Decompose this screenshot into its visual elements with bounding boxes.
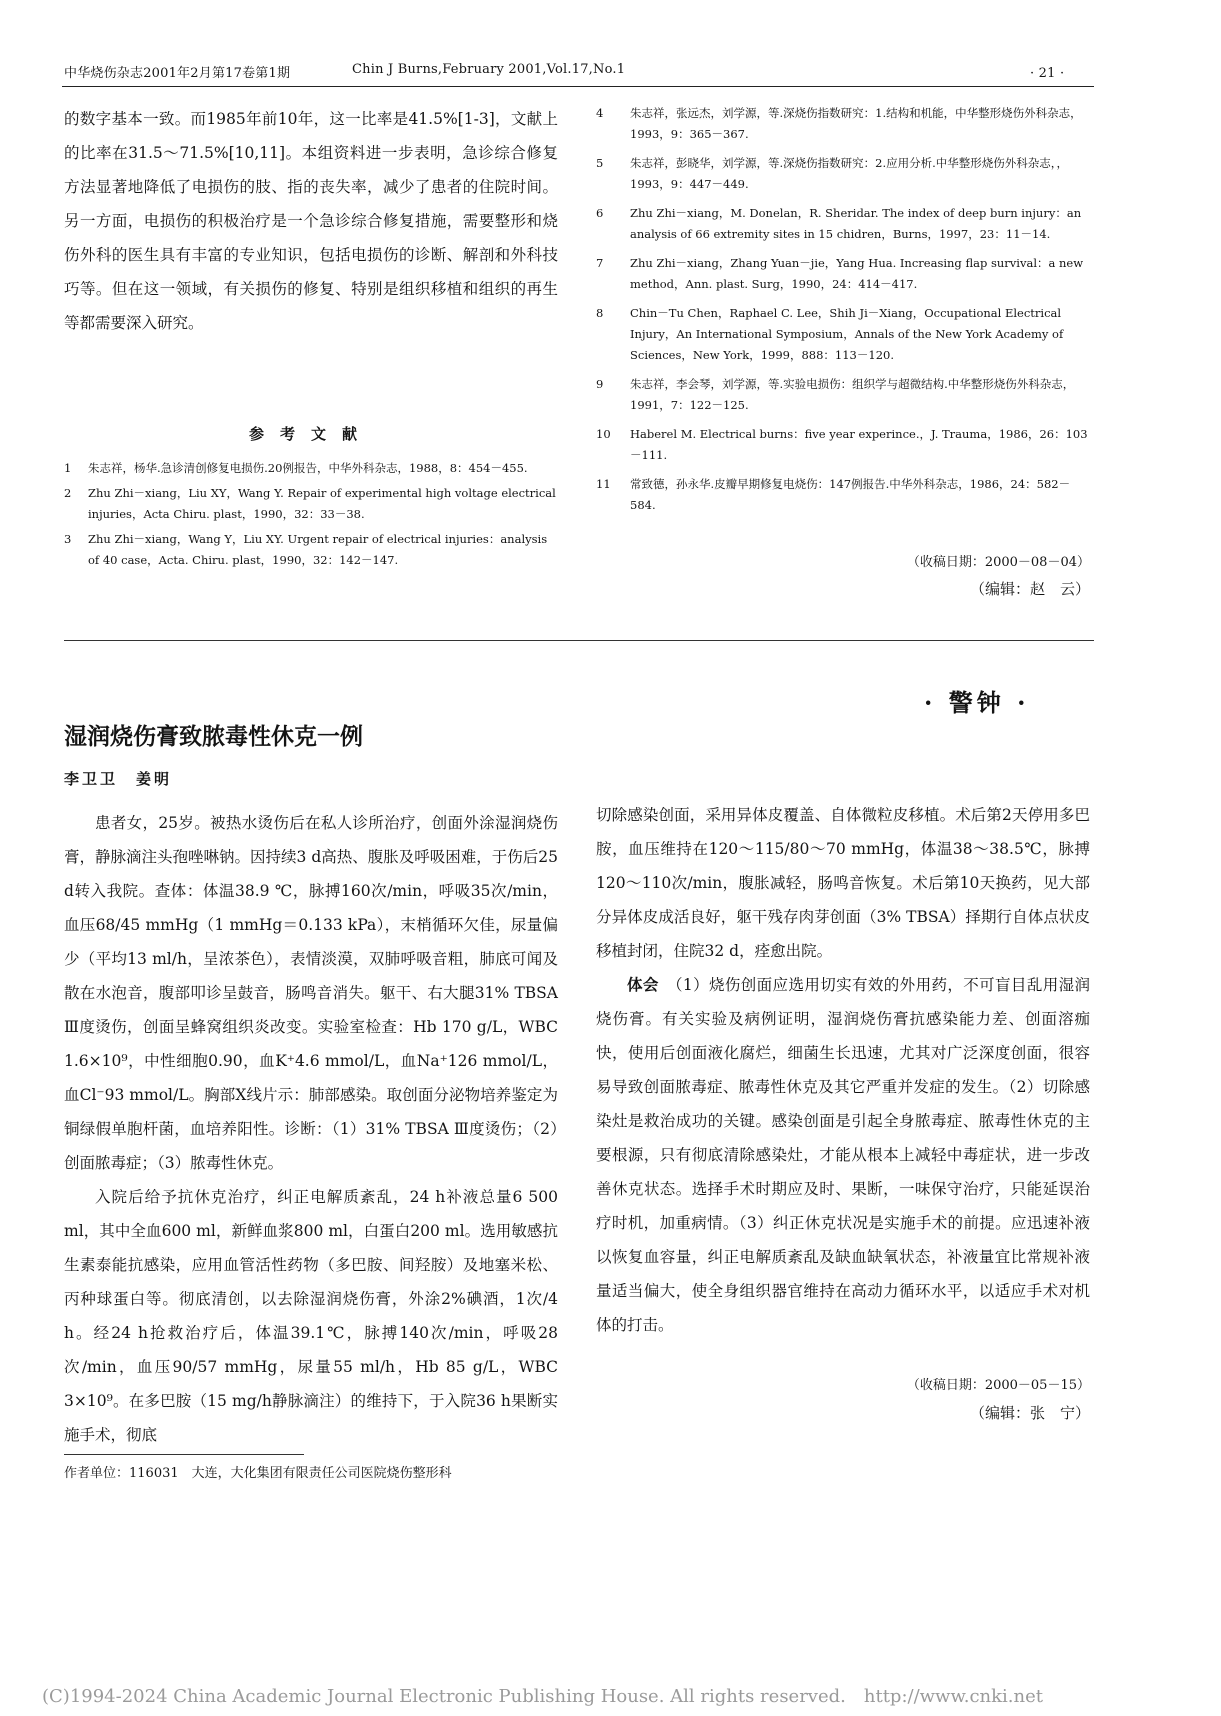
- reference-text: 朱志祥，李会琴，刘学源，等.实验电损伤：组织学与超微结构.中华整形烧伤外科杂志，1991，7：122－125.: [630, 377, 1075, 412]
- article-authors: 李卫卫 姜明: [64, 770, 173, 788]
- article-editor: （编辑：张 宁）: [969, 1404, 1090, 1422]
- copyright-footer: (C)1994-2024 China Academic Journal Electronic Publishing House. All rights reserved. http://www.cnki.net: [42, 1686, 1043, 1707]
- reference-text: 朱志祥，彭晓华，刘学源，等.深烧伤指数研究：2.应用分析.中华整形烧伤外科杂志，，1993，9：447－449.: [630, 156, 1069, 191]
- reference-number: 2: [64, 486, 72, 500]
- references-left: [64, 458, 558, 575]
- prev-received-date: （收稿日期：2000－08－04）: [906, 555, 1090, 570]
- author-affiliation: 作者单位：116031 大连，大化集团有限责任公司医院烧伤整形科: [64, 1466, 452, 1481]
- reference-text: Haberel M. Electrical burns：five year experince.，J. Trauma，1986，26：103－111.: [630, 427, 1088, 462]
- reference-number: 3: [64, 532, 72, 546]
- reference-item: [64, 483, 558, 525]
- case-paragraph: 患者女，25岁。被热水烫伤后在私人诊所治疗，创面外涂湿润烧伤膏，静脉滴注头孢唑啉钠。因持续3 d高热、腹胀及呼吸困难，于伤后25 d转入我院。查体：体温38.9 ℃，脉搏160次/min，呼吸35次/min，血压68/45 mmHg（1 mmHg＝0.133 kPa），末梢循环欠佳，尿量偏少（平均13 ml/h，呈浓茶色），表情淡漠，双肺呼吸音粗，肺底可闻及散在水泡音，腹部叩诊呈鼓音，肠鸣音消失。躯干、右大腿31% TBSA Ⅲ度烫伤，创面呈蜂窝组织炎改变。实验室检查：Hb 170 g/L，WBC 1.6×10⁹，中性细胞0.90，血K⁺4.6 mmol/L，血Na⁺126 mmol/L，血Cl⁻93 mmol/L。胸部X线片示：肺部感染。取创面分泌物培养鉴定为铜绿假单胞杆菌，血培养阳性。诊断：（1）31% TBSA Ⅲ度烫伤；（2）创面脓毒症；（3）脓毒性休克。: [64, 814, 558, 1172]
- reference-text: Chin－Tu Chen，Raphael C. Lee，Shih Ji－Xiang，Occupational Electrical Injury，An International Symposium，Annals of the New York Academy of Sciences，New York，1999，888：113－120.: [630, 306, 1064, 362]
- discussion-paragraph: [596, 968, 1090, 1342]
- reference-number: 7: [596, 256, 604, 270]
- reference-item: [64, 529, 558, 571]
- discussion-text: （1）烧伤创面应选用切实有效的外用药，不可盲目乱用湿润烧伤膏。有关实验及病例证明，湿润烧伤膏抗感染能力差、创面溶痂快，使用后创面液化腐烂，细菌生长迅速，尤其对广泛深度创面，很容易导致创面脓毒症、脓毒性休克及其它严重并发症的发生。（2）切除感染灶是救治成功的关键。感染创面是引起全身脓毒症、脓毒性休克的主要根源，只有彻底清除感染灶，才能从根本上减轻中毒症状，进一步改善休克状态。选择手术时期应及时、果断，一味保守治疗，只能延误治疗时机，加重病情。（3）纠正休克状况是实施手术的前提。应迅速补液以恢复血容量，纠正电解质紊乱及缺血缺氧状态，补液量宜比常规补液量适当偏大，使全身组织器官维持在高动力循环水平，以适应手术对机体的打击。: [596, 976, 1090, 1334]
- reference-item: [596, 203, 1090, 245]
- treatment-paragraph: 入院后给予抗休克治疗，纠正电解质紊乱，24 h补液总量6 500 ml，其中全血600 ml，新鲜血浆800 ml，白蛋白200 ml。选用敏感抗生素泰能抗感染，应用血管活性药物（多巴胺、间羟胺）及地塞米松、丙种球蛋白等。彻底清创，以去除湿润烧伤膏，外涂2%碘酒，1次/4 h。经24 h抢救治疗后，体温39.1℃，脉搏140次/min，呼吸28次/min，血压90/57 mmHg，尿量55 ml/h，Hb 85 g/L，WBC 3×10⁹。在多巴胺（15 mg/h静脉滴注）的维持下，于入院36 h果断实施手术，彻底: [64, 1188, 558, 1444]
- reference-item: [596, 424, 1090, 466]
- reference-number: 4: [596, 106, 604, 120]
- footnote-rule: [64, 1454, 304, 1455]
- references-heading: 参考文献: [248, 425, 373, 443]
- reference-item: [596, 103, 1090, 145]
- discussion-lead: 体会: [627, 975, 659, 994]
- article-title: 湿润烧伤膏致脓毒性休克一例: [64, 723, 363, 750]
- reference-number: 10: [596, 427, 611, 441]
- outcome-paragraph: 切除感染创面，采用异体皮覆盖、自体微粒皮移植。术后第2天停用多巴胺，血压维持在120～115/80～70 mmHg，体温38～38.5℃，脉搏120～110次/min，腹胀减轻，肠鸣音恢复。术后第10天换药，见大部分异体皮成活良好，躯干残存肉芽创面（3% TBSA）择期行自体点状皮移植封闭，住院32 d，痊愈出院。: [596, 806, 1090, 960]
- reference-number: 8: [596, 306, 604, 320]
- reference-text: Zhu Zhi－xiang，Wang Y，Liu XY. Urgent repair of electrical injuries：analysis of 40 case，Acta. Chiru. plast，1990，32：142－147.: [88, 532, 548, 567]
- prev-editor: （编辑：赵 云）: [969, 580, 1090, 598]
- reference-item: [596, 153, 1090, 195]
- article-right-column: [596, 798, 1090, 1342]
- reference-text: Zhu Zhi－xiang，Zhang Yuan－jie，Yang Hua. Increasing flap survival：a new method，Ann. plast. Surg，1990，24：414－417.: [630, 256, 1084, 291]
- reference-item: [596, 253, 1090, 295]
- reference-number: 5: [596, 156, 604, 170]
- page-number: · 21 ·: [1030, 66, 1065, 81]
- reference-number: 6: [596, 206, 604, 220]
- reference-number: 1: [64, 461, 72, 475]
- reference-text: 常致德，孙永华.皮瓣早期修复电烧伤：147例报告.中华外科杂志，1986，24：582－584.: [630, 477, 1071, 512]
- reference-text: 朱志祥，杨华.急诊清创修复电损伤.20例报告，中华外科杂志，1988，8：454－455.: [88, 461, 528, 475]
- reference-item: [596, 474, 1090, 516]
- received-date: （收稿日期：2000－05－15）: [906, 1378, 1090, 1393]
- reference-item: [596, 374, 1090, 416]
- reference-number: 9: [596, 377, 604, 391]
- reference-text: Zhu Zhi－xiang，M. Donelan，R. Sheridar. The index of deep burn injury：an analysis of 66 extremity sites in 15 chidren，Burns，1997，23：11－14.: [630, 206, 1082, 241]
- column-tag: · 警钟 ·: [924, 688, 1030, 717]
- article-separator: [64, 640, 1094, 641]
- journal-header-en: Chin J Burns,February 2001,Vol.17,No.1: [352, 62, 626, 77]
- reference-text: 朱志祥，张远杰，刘学源，等.深烧伤指数研究：1.结构和机能，中华整形烧伤外科杂志，1993，9：365－367.: [630, 106, 1082, 141]
- reference-number: 11: [596, 477, 611, 491]
- reference-item: [596, 303, 1090, 366]
- article-left-column: [64, 806, 558, 1452]
- prev-article-paragraph: 的数字基本一致。而1985年前10年，这一比率是41.5%[1-3]，文献上的比率在31.5～71.5%[10,11]。本组资料进一步表明，急诊综合修复方法显著地降低了电损伤的肢、指的丧失率，减少了患者的住院时间。另一方面，电损伤的积极治疗是一个急诊综合修复措施，需要整形和烧伤外科的医生具有丰富的专业知识，包括电损伤的诊断、解剖和外科技巧等。但在这一领域，有关损伤的修复、特别是组织移植和组织的再生等都需要深入研究。: [64, 110, 558, 332]
- references-right: [596, 103, 1090, 524]
- journal-header-cn: 中华烧伤杂志2001年2月第17卷第1期: [64, 66, 291, 81]
- reference-item: [64, 458, 558, 479]
- reference-text: Zhu Zhi－xiang，Liu XY，Wang Y. Repair of experimental high voltage electrical injuries，Acta Chiru. plast，1990，32：33－38.: [88, 486, 556, 521]
- header-rule: [62, 86, 1094, 87]
